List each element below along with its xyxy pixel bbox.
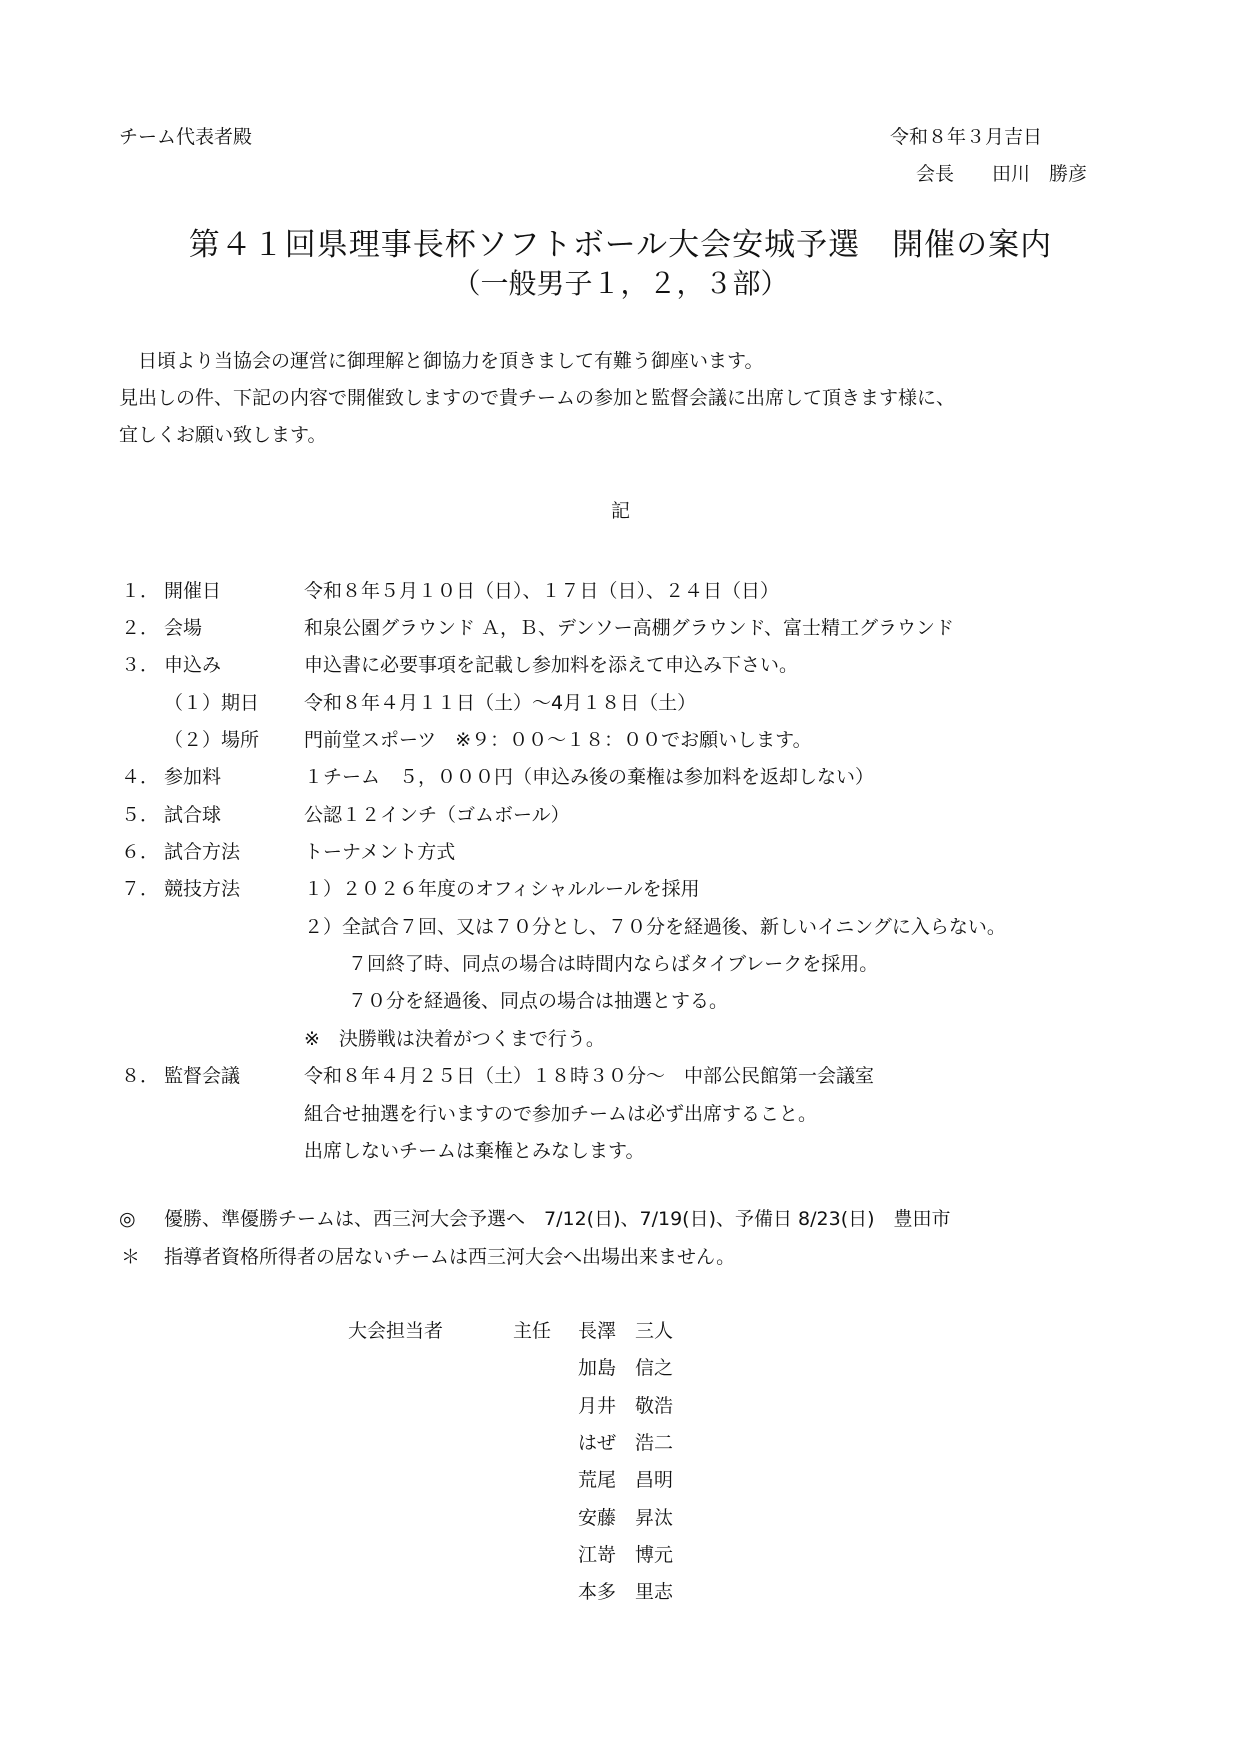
item-content: ２）全試合７回、又は７０分とし、７０分を経過後、新しいイニングに入らない。 xyxy=(304,916,1006,938)
staff-role: 主任 xyxy=(513,1320,552,1342)
item-content: ７回終了時、同点の場合は時間内ならばタイブレークを採用。 xyxy=(348,953,879,975)
item-content: トーナメント方式 xyxy=(304,841,456,863)
item-label: 申込み xyxy=(164,654,222,676)
item-content: １）２０２６年度のオフィシャルルールを採用 xyxy=(304,878,700,900)
item-3-1 xyxy=(0,688,1241,712)
issue-date: 令和８年３月吉日 xyxy=(890,126,1043,148)
item-8-line-2 xyxy=(0,1099,1241,1123)
item-7 xyxy=(0,874,1241,898)
item-label: 開催日 xyxy=(164,580,222,602)
item-7-line-3 xyxy=(0,949,1241,973)
item-7-line-5 xyxy=(0,1024,1241,1048)
item-number: ５． xyxy=(121,804,160,826)
staff-name: 長澤 三人 xyxy=(578,1320,674,1342)
note-text: 指導者資格所得者の居ないチームは西三河大会へ出場出来ません。 xyxy=(164,1246,736,1268)
item-number: ３． xyxy=(121,654,160,676)
item-sub-label: （１）期日 xyxy=(164,692,260,714)
item-5 xyxy=(0,800,1241,824)
item-content: 申込書に必要事項を記載し参加料を添えて申込み下さい。 xyxy=(304,654,799,676)
staff-name: 本多 里志 xyxy=(578,1581,674,1603)
item-content: １チーム ５，０００円（申込み後の棄権は参加料を返却しない） xyxy=(304,766,875,788)
staff-name: 荒尾 昌明 xyxy=(578,1469,674,1491)
staff-name: 加島 信之 xyxy=(578,1357,674,1379)
item-8 xyxy=(0,1061,1241,1085)
item-content: 令和８年５月１０日（日）、１７日（日）、２４日（日） xyxy=(304,580,780,602)
item-label: 参加料 xyxy=(164,766,222,788)
intro-line-1: 日頃より当協会の運営に御理解と御協力を頂きまして有難う御座います。 xyxy=(119,350,764,372)
item-number: ６． xyxy=(121,841,160,863)
item-4 xyxy=(0,762,1241,786)
ki-heading: 記 xyxy=(610,500,630,522)
item-3 xyxy=(0,650,1241,674)
item-number: ８． xyxy=(121,1065,160,1087)
item-label: 監督会議 xyxy=(164,1065,241,1087)
item-content: ※ 決勝戦は決着がつくまで行う。 xyxy=(304,1028,605,1050)
item-content: 門前堂スポーツ ※９：００～１８：００でお願いします。 xyxy=(304,729,812,751)
staff-name: 月井 敬浩 xyxy=(578,1395,674,1417)
note-1 xyxy=(0,1210,1241,1234)
page-title: 第４１回県理事長杯ソフトボール大会安城予選 開催の案内 xyxy=(188,227,1053,263)
item-content: 出席しないチームは棄権とみなします。 xyxy=(304,1140,645,1162)
item-content: 公認１２インチ（ゴムボール） xyxy=(304,804,570,826)
note-2 xyxy=(0,1248,1241,1272)
intro-line-2: 見出しの件、下記の内容で開催致しますので貴チームの参加と監督会議に出席して頂きます様に、 xyxy=(119,387,956,409)
item-content: 組合せ抽選を行いますので参加チームは必ず出席すること。 xyxy=(304,1103,818,1125)
item-number: ７． xyxy=(121,878,160,900)
item-number: ２． xyxy=(121,617,160,639)
item-3-2 xyxy=(0,725,1241,749)
item-7-line-2 xyxy=(0,912,1241,936)
item-8-line-3 xyxy=(0,1136,1241,1160)
page-subtitle: （一般男子１，２，３部） xyxy=(452,267,789,300)
item-2 xyxy=(0,613,1241,637)
staff-name: はぜ 浩二 xyxy=(578,1432,674,1454)
item-sub-label: （２）場所 xyxy=(164,729,260,751)
item-number: １． xyxy=(121,580,160,602)
item-label: 競技方法 xyxy=(164,878,241,900)
asterisk-mark: ＊ xyxy=(121,1246,141,1268)
staff-name: 安藤 昇汰 xyxy=(578,1507,674,1529)
staff-heading: 大会担当者 xyxy=(348,1320,444,1342)
item-7-line-4 xyxy=(0,986,1241,1010)
item-content: 令和８年４月１１日（土）～4月１８日（土） xyxy=(304,692,697,714)
sender: 会長 田川 勝彦 xyxy=(916,163,1088,185)
item-label: 会場 xyxy=(164,617,203,639)
item-content: ７０分を経過後、同点の場合は抽選とする。 xyxy=(348,990,729,1012)
item-number: ４． xyxy=(121,766,160,788)
note-text: 優勝、準優勝チームは、西三河大会予選へ 7/12(日)、7/19(日)、予備日 8/23(日) 豊田市 xyxy=(164,1208,951,1230)
double-circle-mark: ◎ xyxy=(119,1208,136,1230)
intro-line-3: 宜しくお願い致します。 xyxy=(119,424,327,446)
item-label: 試合方法 xyxy=(164,841,241,863)
item-content: 令和８年４月２５日（土）１８時３０分～ 中部公民館第一会議室 xyxy=(304,1065,875,1087)
item-1 xyxy=(0,576,1241,600)
recipient: チーム代表者殿 xyxy=(119,126,253,148)
item-label: 試合球 xyxy=(164,804,222,826)
staff-name: 江嵜 博元 xyxy=(578,1544,674,1566)
item-6 xyxy=(0,837,1241,861)
item-content: 和泉公園グラウンド Ａ，Ｂ、デンソー高棚グラウンド、富士精工グラウンド xyxy=(304,617,954,639)
